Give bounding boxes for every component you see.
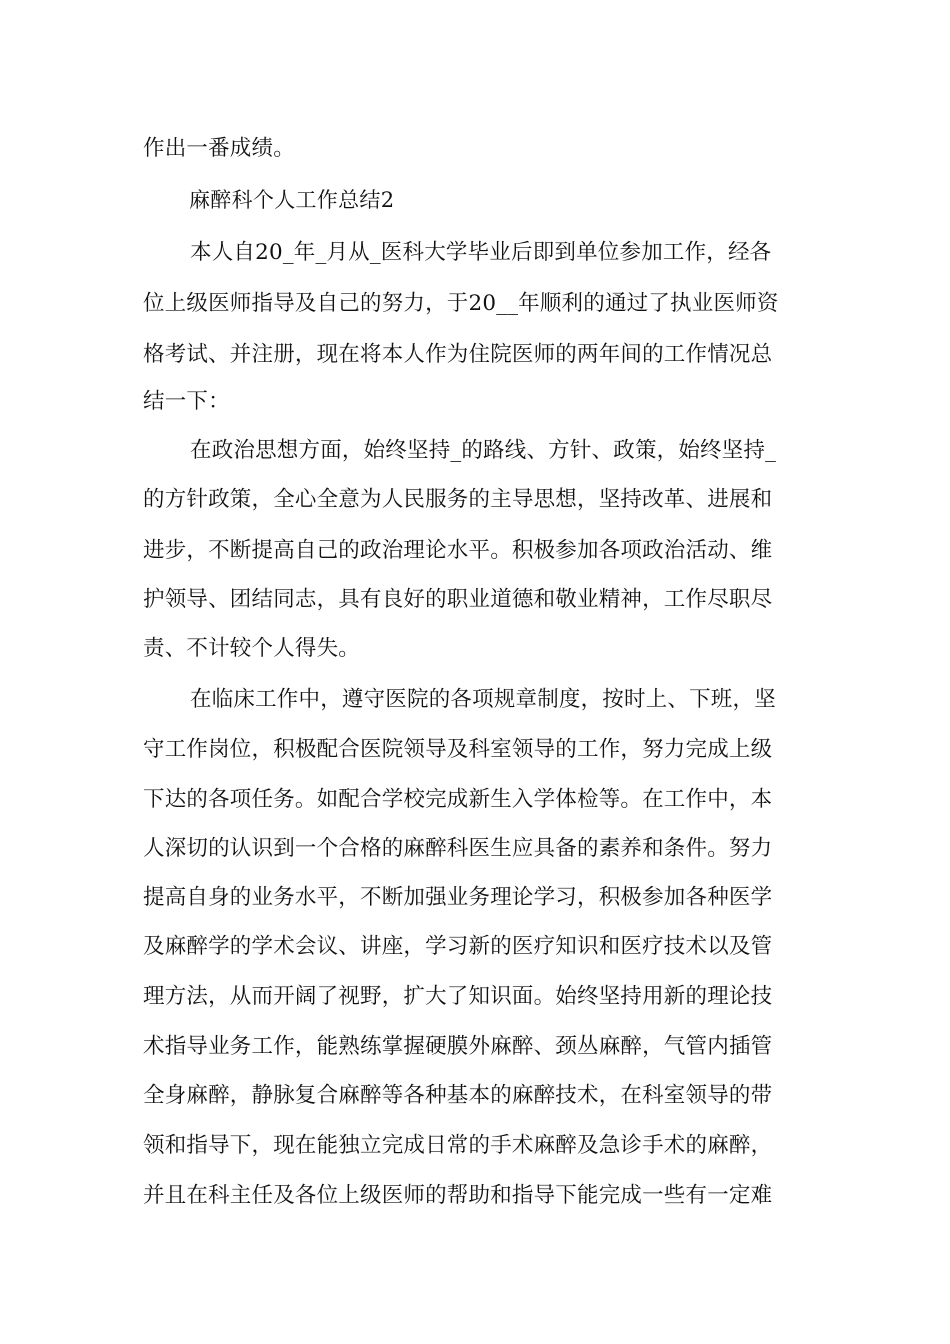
text-line: 格考试、并注册，现在将本人作为住院医师的两年间的工作情况总	[143, 342, 773, 367]
text-line: 全身麻醉，静脉复合麻醉等各种基本的麻醉技术，在科室领导的带	[143, 1083, 773, 1108]
text-line: 并且在科主任及各位上级医师的帮助和指导下能完成一些有一定难	[143, 1183, 773, 1208]
text-line: 在临床工作中，遵守医院的各项规章制度，按时上、下班，坚	[190, 687, 776, 712]
text-line: 及麻醉学的学术会议、讲座，学习新的医疗知识和医疗技术以及管	[143, 934, 773, 959]
text-line: 术指导业务工作，能熟练掌握硬膜外麻醉、颈丛麻醉，气管内插管	[143, 1034, 773, 1059]
text-line: 领和指导下，现在能独立完成日常的手术麻醉及急诊手术的麻醉，	[143, 1133, 773, 1158]
text-line: 位上级医师指导及自己的努力，于20__年顺利的通过了执业医师资	[143, 291, 779, 316]
text-line: 提高自身的业务水平，不断加强业务理论学习，积极参加各种医学	[143, 885, 773, 910]
text-line: 理方法，从而开阔了视野，扩大了知识面。始终坚持用新的理论技	[143, 984, 773, 1009]
text-line: 进步，不断提高自己的政治理论水平。积极参加各项政治活动、维	[143, 538, 773, 563]
text-line: 守工作岗位，积极配合医院领导及科室领导的工作，努力完成上级	[143, 737, 773, 762]
text-line: 本人自20_年_月从_医科大学毕业后即到单位参加工作，经各	[190, 240, 772, 265]
section-heading: 麻醉科个人工作总结2	[189, 188, 395, 212]
text-line: 下达的各项任务。如配合学校完成新生入学体检等。在工作中，本	[143, 787, 773, 812]
text-line: 护领导、团结同志，具有良好的职业道德和敬业精神，工作尽职尽	[143, 587, 773, 612]
text-line: 结一下：	[143, 389, 230, 414]
text-line: 责、不计较个人得失。	[143, 636, 361, 661]
text-line: 作出一番成绩。	[143, 136, 295, 161]
text-line: 的方针政策，全心全意为人民服务的主导思想，坚持改革、进展和	[143, 487, 773, 512]
text-line: 在政治思想方面，始终坚持_的路线、方针、政策，始终坚持_	[190, 438, 777, 463]
text-line: 人深切的认识到一个合格的麻醉科医生应具备的素养和条件。努力	[143, 836, 773, 861]
